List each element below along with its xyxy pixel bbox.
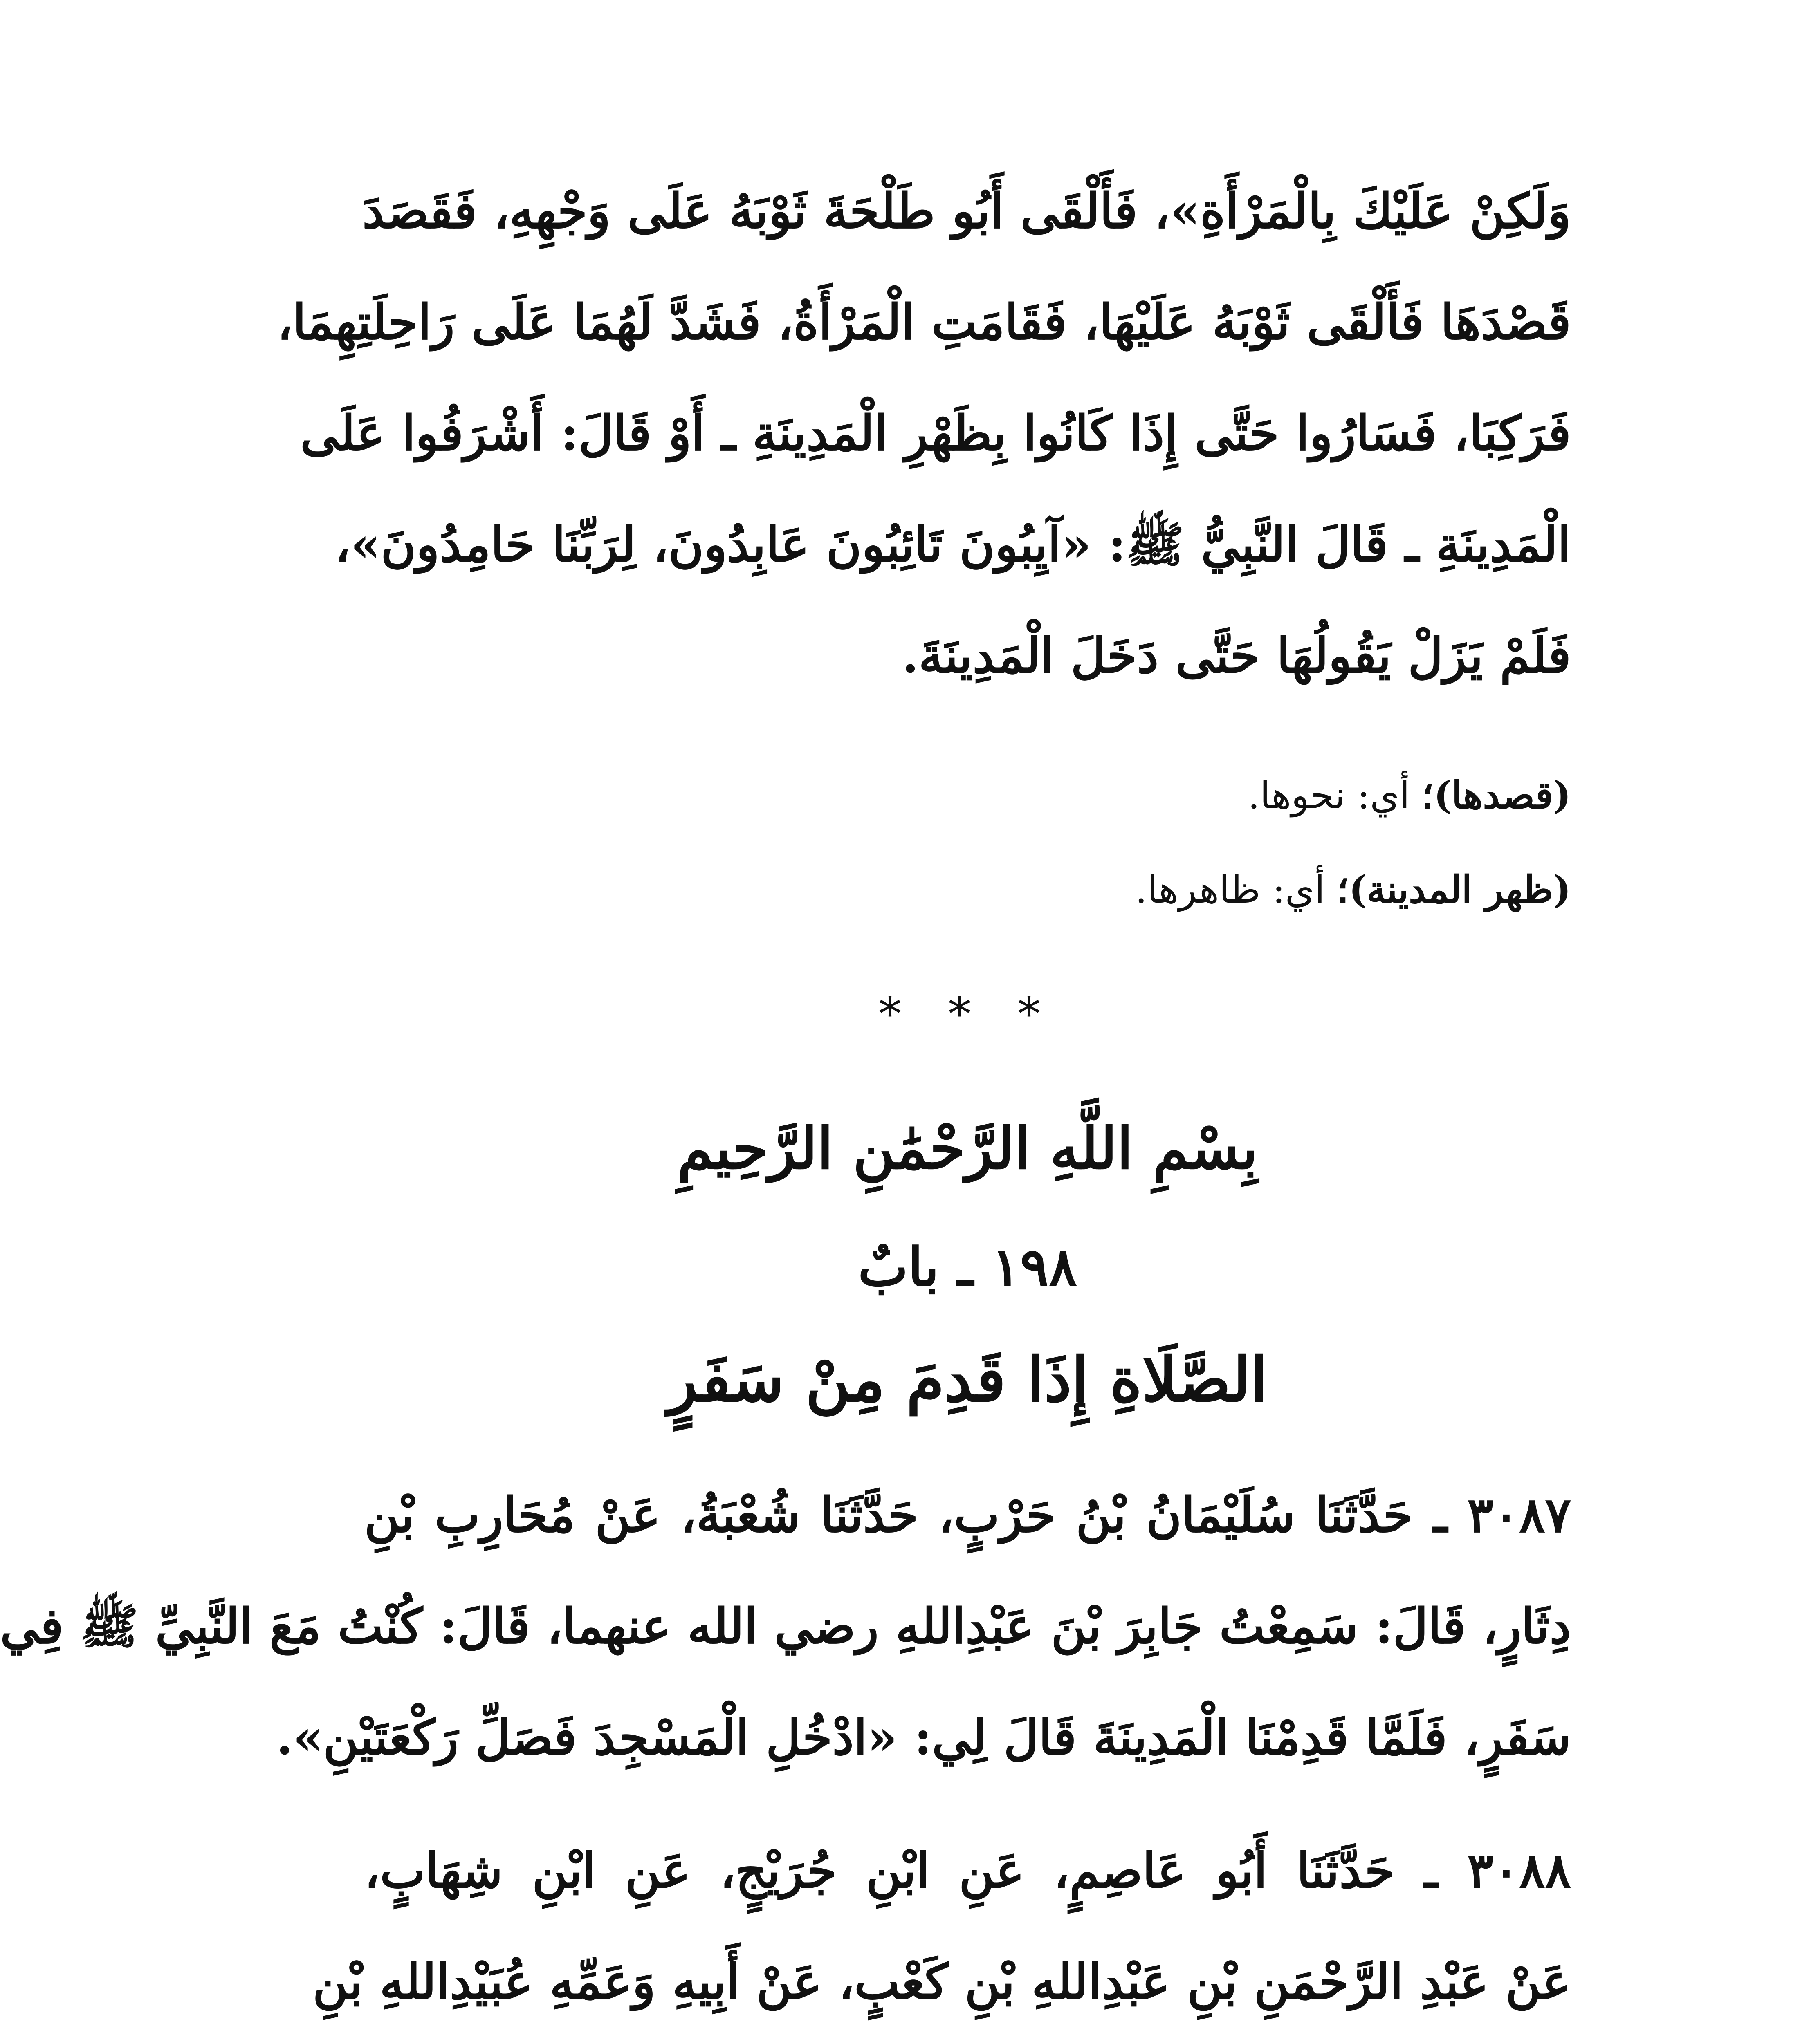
hadith-line [364, 2037, 1571, 2044]
hadith-3088 [312, 1815, 1571, 2044]
note-term: (قصدها)؛ [1422, 773, 1571, 817]
note-term: (ظهر المدينة)؛ [1337, 867, 1571, 912]
paragraph-line: فَلَمْ يَزَلْ يَقُولُهَا حَتَّى دَخَلَ الْمَدِينَةَ. [902, 627, 1571, 684]
chapter-number: ١٩٨ ـ بابٌ [858, 1236, 1077, 1298]
paragraph-line: الْمَدِينَةِ ـ قَالَ النَّبِيُّ ﷺ: «آيِبُونَ تَائِبُونَ عَابِدُونَ، لِرَبِّنَا حَامِدُونَ»، [335, 516, 1571, 573]
paragraph-line: قَصْدَهَا فَأَلْقَى ثَوْبَهُ عَلَيْهَا، فَقَامَتِ الْمَرْأَةُ، فَشَدَّ لَهُمَا عَلَى رَاحِلَتِهِمَا، [277, 294, 1571, 350]
hadith-3087 [0, 1459, 1571, 1793]
note-item [364, 843, 1571, 937]
top-paragraph [277, 155, 1571, 711]
note-item [364, 748, 1571, 843]
hadith-line: ٣٠٨٨ ـ حَدَّثَنَا أَبُو عَاصِمٍ، عَنِ ابْنِ جُرَيْجٍ، عَنِ ابْنِ شِهَابٍ، [364, 1842, 1571, 1899]
hadith-line: دِثَارٍ، قَالَ: سَمِعْتُ جَابِرَ بْنَ عَبْدِاللهِ رضي الله عنهما، قَالَ: كُنْتُ مَعَ النَّبِيِّ ﷺ فِي [0, 1598, 1571, 1654]
chapter-title: الصَّلَاةِ إِذَا قَدِمَ مِنْ سَفَرٍ [668, 1344, 1268, 1416]
hadith-line: ٣٠٨٧ ـ حَدَّثَنَا سُلَيْمَانُ بْنُ حَرْبٍ، حَدَّثَنَا شُعْبَةُ، عَنْ مُحَارِبِ بْنِ [364, 1486, 1571, 1543]
note-gloss: أي: ظاهرها. [1135, 868, 1325, 912]
glossary-notes [364, 748, 1571, 937]
section-separator: * * * [879, 988, 1057, 1040]
paragraph-line: وَلَكِنْ عَلَيْكَ بِالْمَرْأَةِ»، فَأَلْقَى أَبُو طَلْحَةَ ثَوْبَهُ عَلَى وَجْهِهِ، فَقَصَدَ [362, 182, 1571, 239]
paragraph-line: فَرَكِبَا، فَسَارُوا حَتَّى إِذَا كَانُوا بِظَهْرِ الْمَدِينَةِ ـ أَوْ قَالَ: أَشْرَفُوا عَلَى [300, 405, 1571, 462]
hadith-line: عَنْ عَبْدِ الرَّحْمَنِ بْنِ عَبْدِاللهِ بْنِ كَعْبٍ، عَنْ أَبِيهِ وَعَمِّهِ عُبَيْدِاللهِ بْنِ [312, 1953, 1571, 2010]
note-gloss: أي: نحوها. [1248, 773, 1410, 817]
hadith-line: سَفَرٍ، فَلَمَّا قَدِمْنَا الْمَدِينَةَ قَالَ لِي: «ادْخُلِ الْمَسْجِدَ فَصَلِّ رَكْعَتَيْنِ». [276, 1709, 1571, 1766]
basmala: بِسْمِ اللَّهِ الرَّحْمَٰنِ الرَّحِيمِ [677, 1115, 1258, 1182]
